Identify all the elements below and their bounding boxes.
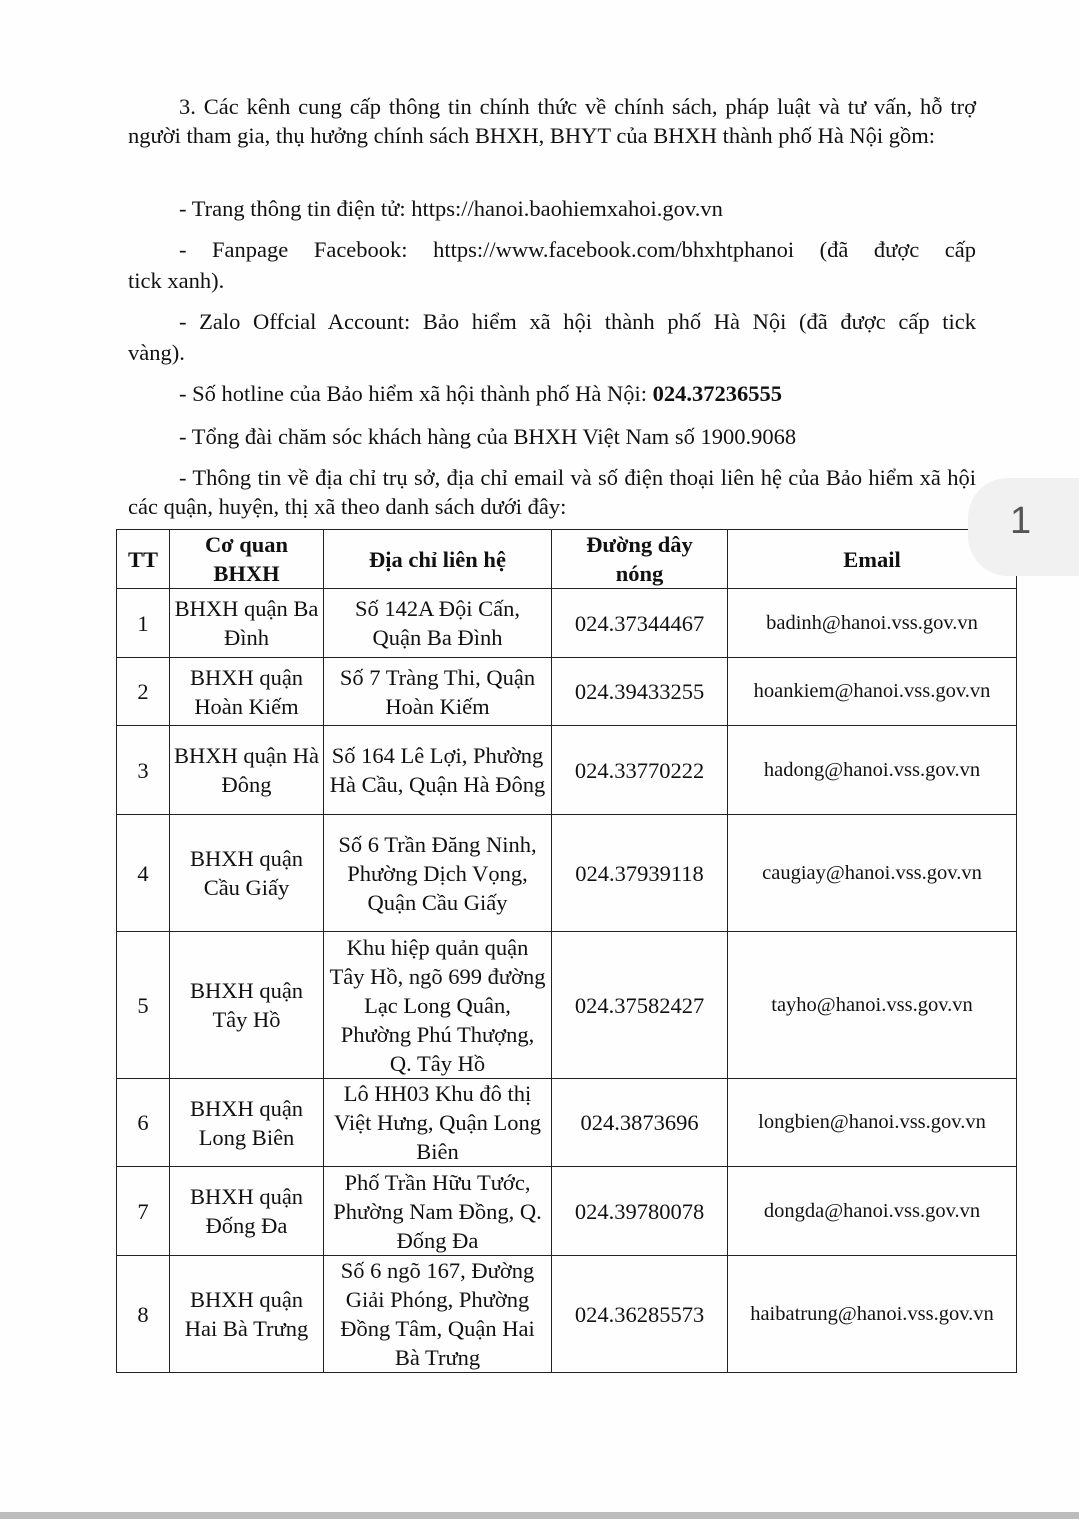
table-row [117,589,1017,658]
agency-name: BHXH quận Tây Hồ [170,932,324,1079]
agency-email: haibatrung@hanoi.vss.gov.vn [728,1256,1017,1373]
agency-email: caugiay@hanoi.vss.gov.vn [728,815,1017,932]
row-number: 1 [117,589,170,658]
agency-phone: 024.3873696 [552,1079,728,1167]
hotline-line [128,379,976,408]
agency-name: BHXH quận Hoàn Kiếm [170,658,324,726]
hotline-label: - Số hotline của Bảo hiểm xã hội thành phố Hà Nội: [179,381,653,406]
agency-address: Phố Trần Hữu Tước, Phường Nam Đồng, Q. Đống Đa [324,1167,552,1256]
agency-email: badinh@hanoi.vss.gov.vn [728,589,1017,658]
agency-address: Số 142A Đội Cấn, Quận Ba Đình [324,589,552,658]
row-number: 3 [117,726,170,815]
page-indicator [968,478,1079,576]
agency-name: BHXH quận Đống Đa [170,1167,324,1256]
agency-name: BHXH quận Hai Bà Trưng [170,1256,324,1373]
header-tt: TT [117,530,170,589]
agency-email: hoankiem@hanoi.vss.gov.vn [728,658,1017,726]
table-row [117,1079,1017,1167]
agency-phone: 024.39780078 [552,1167,728,1256]
agency-name: BHXH quận Hà Đông [170,726,324,815]
agency-email: tayho@hanoi.vss.gov.vn [728,932,1017,1079]
fanpage-line: - Fanpage Facebook: https://www.facebook.com/bhxhtphanoi (đã được cấp [179,237,976,262]
table-row [117,1256,1017,1373]
page-number: 1 [1010,500,1032,542]
district-contacts-table [116,529,1017,1373]
table-header-row [117,530,1017,589]
intro-paragraph: 3. Các kênh cung cấp thông tin chính thức về chính sách, pháp luật và tư vấn, hỗ trợ người tham gia, thụ hưởng chính sách BHXH, BHYT của BHXH thành phố Hà Nội gồm: [128,94,976,148]
agency-address: Khu hiệp quản quận Tây Hồ, ngõ 699 đường Lạc Long Quân, Phường Phú Thượng, Q. Tây Hồ [324,932,552,1079]
row-number: 8 [117,1256,170,1373]
row-number: 2 [117,658,170,726]
row-number: 6 [117,1079,170,1167]
zalo-line: - Zalo Offcial Account: Bảo hiểm xã hội thành phố Hà Nội (đã được cấp tick [179,309,976,334]
row-number: 4 [117,815,170,932]
agency-name: BHXH quận Long Biên [170,1079,324,1167]
agency-phone: 024.37344467 [552,589,728,658]
fanpage-line-continuation: tick xanh). [128,268,225,293]
agency-phone: 024.37582427 [552,932,728,1079]
row-number: 7 [117,1167,170,1256]
table-row [117,1167,1017,1256]
agency-phone: 024.39433255 [552,658,728,726]
agency-phone: 024.36285573 [552,1256,728,1373]
table-row [117,815,1017,932]
zalo-line-continuation: vàng). [128,340,185,365]
agency-email: longbien@hanoi.vss.gov.vn [728,1079,1017,1167]
header-agency-line1: Cơ quan [204,532,289,557]
agency-address: Số 7 Tràng Thi, Quận Hoàn Kiếm [324,658,552,726]
agency-phone: 024.33770222 [552,726,728,815]
header-hotline [552,530,728,589]
header-hotline-line2: nóng [615,561,664,586]
agency-name: BHXH quận Cầu Giấy [170,815,324,932]
header-hotline-line1: Đường dây [586,532,693,557]
header-agency-line2: BHXH [213,561,280,586]
agency-phone: 024.37939118 [552,815,728,932]
agency-address: Số 164 Lê Lợi, Phường Hà Cầu, Quận Hà Đông [324,726,552,815]
header-address: Địa chỉ liên hệ [324,530,552,589]
list-intro: - Thông tin về địa chỉ trụ sở, địa chỉ email và số điện thoại liên hệ của Bảo hiểm xã hội các quận, huyện, thị xã theo danh sách dưới đây: [128,465,976,519]
agency-name: BHXH quận Ba Đình [170,589,324,658]
table-row [117,932,1017,1079]
header-email: Email [728,530,1017,589]
row-number: 5 [117,932,170,1079]
agency-email: dongda@hanoi.vss.gov.vn [728,1167,1017,1256]
call-center-line: - Tổng đài chăm sóc khách hàng của BHXH Việt Nam số 1900.9068 [179,424,797,449]
table-row [117,726,1017,815]
website-line: - Trang thông tin điện tử: https://hanoi.baohiemxahoi.gov.vn [179,196,723,221]
bottom-scroll-bar [0,1512,1079,1519]
agency-email: hadong@hanoi.vss.gov.vn [728,726,1017,815]
agency-address: Số 6 ngõ 167, Đường Giải Phóng, Phường Đồng Tâm, Quận Hai Bà Trưng [324,1256,552,1373]
agency-address: Lô HH03 Khu đô thị Việt Hưng, Quận Long Biên [324,1079,552,1167]
table-row [117,658,1017,726]
hotline-number: 024.37236555 [652,381,783,406]
agency-address: Số 6 Trần Đăng Ninh, Phường Dịch Vọng, Quận Cầu Giấy [324,815,552,932]
header-agency [170,530,324,589]
